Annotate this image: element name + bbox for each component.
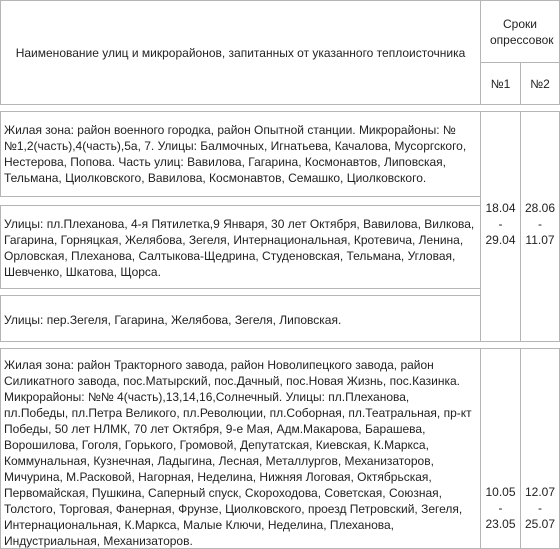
date-separator: - — [538, 501, 542, 515]
row-text: Жилая зона: район военного городка, район Опытной станции. Микрорайоны: № №1,2(часть),4(часть),5а, 7. Улицы: Балмочных, Игнатьева, Качалова, Мусоргского, Нестерова, Попова. Часть улиц: Вавилова, Гагарина, Космонавтов, Липовская, Тельмана, Циолковского, Вавилова, Космонавтов, Семашко, Циолковского. — [4, 123, 467, 185]
header-name-label: Наименование улиц и микрорайонов, запитанных от указанного теплоисточника — [15, 45, 466, 60]
header-n2-label: №2 — [530, 76, 550, 91]
header-n1-label: №1 — [490, 76, 511, 91]
date-n1-from: 18.04 — [485, 201, 516, 215]
date-n1-to: 29.04 — [485, 233, 516, 247]
row-text: Жилая зона: район Тракторного завода, район Новолипецкого завода, район Силикатного завода, пос.Матырский, пос.Дачный, пос.Новая Жизнь, пос.Казинка. Микрорайоны: №№ 4(часть),13,14,16,Солнечный. Улицы: пл.Плеханова, пл.Победы, пл.Петра Великого, пл.Революции, пл.Соборная, пл.Театральная, пр-кт Победы, 50 лет НЛМК, 70 лет Октября, 9-е Мая, Адм.Макарова, Барашева, Ворошилова, Гоголя, Горького, Громовой, Депутатская, Киевская, К.Маркса, Коммунальная, Кузнечная, Ладыгина, Лесная, Металлургов, Механизаторов, Мичурина, М.Расковой, Нагорная, Неделина, Нижняя Логовая, Октябрьская, Первомайская, Пушкина, Саперный спуск, Скороходова, Советская, Союзная, Толстого, Торговая, Фанерная, Фрунзе, Циолковского, проезд Петровский, Зегеля, Интернациональная, К.Маркса, Малые Ключи, Неделина, Плеханова, Индустриальная, Механизаторов. — [4, 358, 472, 548]
date-n2-to: 11.07 — [525, 233, 555, 247]
date-n2-from: 12.07 — [524, 485, 556, 499]
date-n1-from: 10.05 — [485, 485, 516, 499]
dates-n2-group2 — [520, 348, 560, 549]
date-separator: - — [498, 501, 503, 515]
date-n2-to: 25.07 — [524, 517, 556, 531]
date-n1-to: 23.05 — [485, 517, 516, 531]
header-n1-cell — [480, 62, 521, 105]
table-row — [0, 205, 481, 289]
table-row — [0, 348, 481, 549]
header-dates-label: Сроки опрессовок — [490, 16, 554, 47]
row-text: Улицы: пл.Плеханова, 4-я Пятилетка,9 Января, 30 лет Октября, Вавилова, Вилкова, Гагарина, Горняцкая, Желябова, Зегеля, Интернациональная, Кротевича, Ленина, Орловская, Плеханова, Салтыкова-Щедрина, Студеновская, Тельмана, Угловая, Шевченко, Шкатова, Щорса. — [4, 217, 475, 279]
dates-n1-group2 — [480, 348, 521, 549]
table-row — [0, 111, 481, 197]
dates-n1-group1 — [480, 111, 521, 342]
header-dates-cell — [480, 0, 560, 63]
date-n2-from: 28.06 — [524, 201, 556, 215]
header-n2-cell — [520, 62, 560, 105]
dates-n2-group1 — [520, 111, 560, 342]
date-separator: - — [538, 217, 542, 231]
row-text: Улицы: пер.Зегеля, Гагарина, Желябова, Зегеля, Липовская. — [4, 313, 342, 327]
date-separator: - — [498, 217, 503, 231]
header-name-cell — [0, 0, 481, 105]
table-row — [0, 295, 481, 342]
